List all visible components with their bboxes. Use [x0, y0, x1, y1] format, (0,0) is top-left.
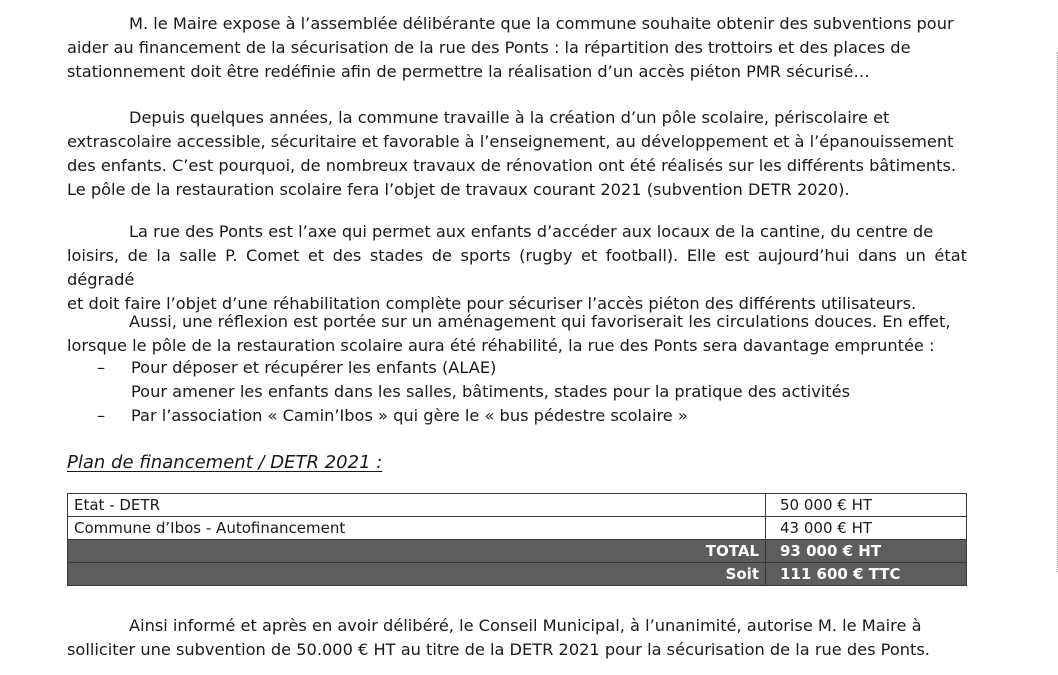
usage-list — [67, 356, 967, 428]
total-label: TOTAL — [68, 540, 766, 563]
paragraph-reflexion — [67, 310, 967, 358]
total-amount: 93 000 € HT — [766, 540, 967, 563]
text-line: lorsque le pôle de la restauration scolaire aura été réhabilité, la rue des Ponts sera davantage empruntée : — [67, 336, 935, 355]
table-row — [68, 517, 967, 540]
list-dash: – — [97, 358, 106, 377]
ttc-label: Soit — [68, 563, 766, 586]
text-line: des enfants. C’est pourquoi, de nombreux travaux de rénovation ont été réalisés sur les différents bâtiments. — [67, 156, 957, 175]
text-line: aider au financement de la sécurisation de la rue des Ponts : la répartition des trottoirs et des places de — [67, 38, 911, 57]
financing-heading: Plan de financement / DETR 2021 : — [67, 452, 383, 473]
row-label: Etat - DETR — [68, 494, 766, 517]
list-item — [67, 404, 967, 428]
list-item-text: Pour amener les enfants dans les salles, bâtiments, stades pour la pratique des activités — [131, 382, 851, 401]
total-row — [68, 540, 967, 563]
list-item — [67, 380, 967, 404]
text-line: M. le Maire expose à l’assemblée délibérante que la commune souhaite obtenir des subventions pour — [129, 14, 954, 33]
financing-table — [67, 493, 967, 586]
text-line: loisirs, de la salle P. Comet et des stades de sports (rugby et football). Elle est aujourd’hui dans un état dégradé — [67, 246, 967, 289]
paragraph-deliberation — [67, 614, 967, 662]
text-line: et doit faire l’objet d’une réhabilitation complète pour sécuriser l’accès piéton des différents utilisateurs. — [67, 294, 917, 313]
row-amount: 43 000 € HT — [766, 517, 967, 540]
ttc-amount: 111 600 € TTC — [766, 563, 967, 586]
list-item-text: Pour déposer et récupérer les enfants (ALAE) — [131, 358, 497, 377]
scan-edge-line — [1054, 52, 1058, 572]
table-row — [68, 494, 967, 517]
paragraph-rue-des-ponts — [67, 220, 967, 316]
list-item — [67, 356, 967, 380]
list-item-text: Par l’association « Camin’Ibos » qui gère le « bus pédestre scolaire » — [131, 406, 688, 425]
paragraph-intro — [67, 12, 967, 84]
text-line: Ainsi informé et après en avoir délibéré, le Conseil Municipal, à l’unanimité, autorise M. le Maire à — [129, 616, 922, 635]
text-line: Aussi, une réflexion est portée sur un aménagement qui favoriserait les circulations douces. En effet, — [129, 312, 951, 331]
text-line: stationnement doit être redéfinie afin de permettre la réalisation d’un accès piéton PMR sécurisé… — [67, 62, 870, 81]
text-line: solliciter une subvention de 50.000 € HT au titre de la DETR 2021 pour la sécurisation de la rue des Ponts. — [67, 640, 930, 659]
text-line: Le pôle de la restauration scolaire fera l’objet de travaux courant 2021 (subvention DETR 2020). — [67, 180, 850, 199]
row-amount: 50 000 € HT — [766, 494, 967, 517]
ttc-row — [68, 563, 967, 586]
paragraph-pole-scolaire — [67, 106, 967, 202]
text-line: Depuis quelques années, la commune travaille à la création d’un pôle scolaire, périscolaire et — [129, 108, 890, 127]
text-line: La rue des Ponts est l’axe qui permet aux enfants d’accéder aux locaux de la cantine, du centre de — [129, 222, 934, 241]
list-dash: – — [97, 406, 106, 425]
row-label: Commune d’Ibos - Autofinancement — [68, 517, 766, 540]
text-line: extrascolaire accessible, sécuritaire et favorable à l’enseignement, au développement et à l’épanouissement — [67, 132, 954, 151]
